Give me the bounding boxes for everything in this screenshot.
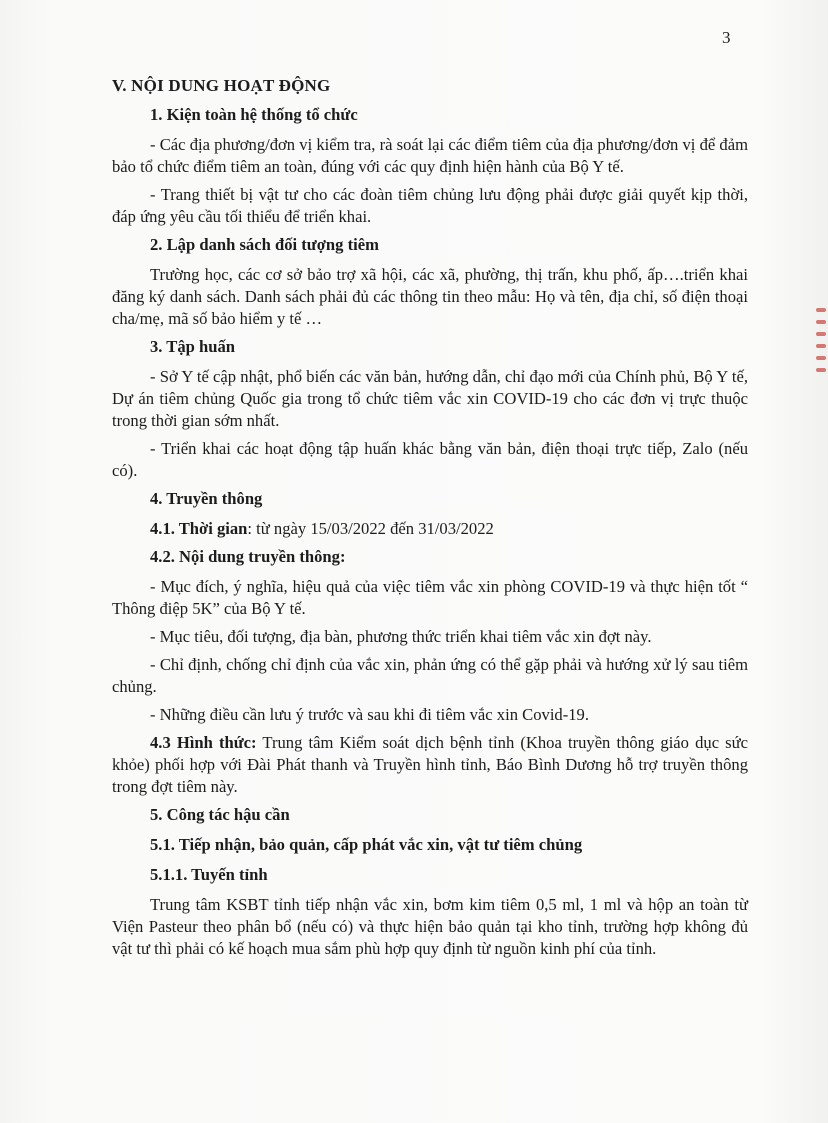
paragraph: - Mục tiêu, đối tượng, địa bàn, phương thức triển khai tiêm vắc xin đợt này.: [150, 627, 652, 646]
paragraph: - Mục đích, ý nghĩa, hiệu quả của việc tiêm vắc xin phòng COVID-19 và thực hiện tốt “ Thông điệp 5K” của Bộ Y tế.: [112, 577, 748, 618]
paragraph: - Chỉ định, chống chỉ định của vắc xin, phản ứng có thể gặp phải và hướng xử lý sau tiêm chủng.: [112, 655, 748, 696]
paragraph-label: 4.3 Hình thức:: [150, 733, 257, 752]
paragraph: - Triển khai các hoạt động tập huấn khác bằng văn bản, điện thoại trực tiếp, Zalo (nếu có).: [112, 439, 748, 480]
paragraph-text: Trung tâm Kiểm soát dịch bệnh tỉnh (Khoa truyền thông giáo dục sức khỏe) phối hợp với Đài Phát thanh và Truyền hình tỉnh, Báo Bình Dương hỗ trợ truyền thông trong đợt tiêm này.: [112, 733, 748, 796]
subsection-heading: 5.1.1. Tuyến tỉnh: [150, 865, 268, 884]
document-body: [112, 75, 748, 966]
subsection-heading: 4.2. Nội dung truyền thông:: [150, 547, 346, 566]
paragraph-label: 4.1. Thời gian: [150, 519, 248, 538]
paragraph: Trường học, các cơ sở bảo trợ xã hội, các xã, phường, thị trấn, khu phố, ấp….triển khai đăng ký danh sách. Danh sách phải đủ các thông tin theo mẫu: Họ và tên, địa chỉ, số điện thoại cha/mẹ, mã số bảo hiểm y tế …: [112, 265, 748, 328]
section-heading: V. NỘI DUNG HOẠT ĐỘNG: [112, 76, 331, 95]
subsection-heading: 3. Tập huấn: [150, 337, 236, 356]
paragraph: - Trang thiết bị vật tư cho các đoàn tiêm chủng lưu động phải được giải quyết kịp thời, đáp ứng yêu cầu tối thiểu để triển khai.: [112, 185, 748, 226]
page-number: 3: [722, 28, 731, 47]
labeled-paragraph: [112, 518, 748, 540]
subsection-heading: 2. Lập danh sách đối tượng tiêm: [150, 235, 379, 254]
paragraph: - Những điều cần lưu ý trước và sau khi đi tiêm vắc xin Covid-19.: [150, 705, 589, 724]
paragraph-text: : từ ngày 15/03/2022 đến 31/03/2022: [247, 519, 494, 538]
paragraph: Trung tâm KSBT tỉnh tiếp nhận vắc xin, bơm kim tiêm 0,5 ml, 1 ml và hộp an toàn từ Viện Pasteur theo phân bổ (nếu có) và thực hiện bảo quản tại kho tỉnh, trường hợp không đủ vật tư thì phải có kế hoạch mua sắm phù hợp quy định từ nguồn kinh phí của tỉnh.: [112, 895, 748, 958]
red-stamp-edge: [812, 300, 828, 450]
labeled-paragraph: [112, 732, 748, 798]
subsection-heading: 5. Công tác hậu cần: [150, 805, 290, 824]
subsection-heading: 4. Truyền thông: [150, 489, 263, 508]
subsection-heading: 5.1. Tiếp nhận, bảo quản, cấp phát vắc xin, vật tư tiêm chủng: [150, 835, 583, 854]
paragraph: - Các địa phương/đơn vị kiểm tra, rà soát lại các điểm tiêm của địa phương/đơn vị để đảm bảo tổ chức điểm tiêm an toàn, đúng với các quy định hiện hành của Bộ Y tế.: [112, 135, 748, 176]
paragraph: - Sở Y tế cập nhật, phổ biến các văn bản, hướng dẫn, chỉ đạo mới của Chính phủ, Bộ Y tế, Dự án tiêm chủng Quốc gia trong tổ chức tiêm vắc xin COVID-19 cho các đơn vị trực thuộc trong thời gian sớm nhất.: [112, 367, 748, 430]
subsection-heading: 1. Kiện toàn hệ thống tổ chức: [150, 105, 358, 124]
